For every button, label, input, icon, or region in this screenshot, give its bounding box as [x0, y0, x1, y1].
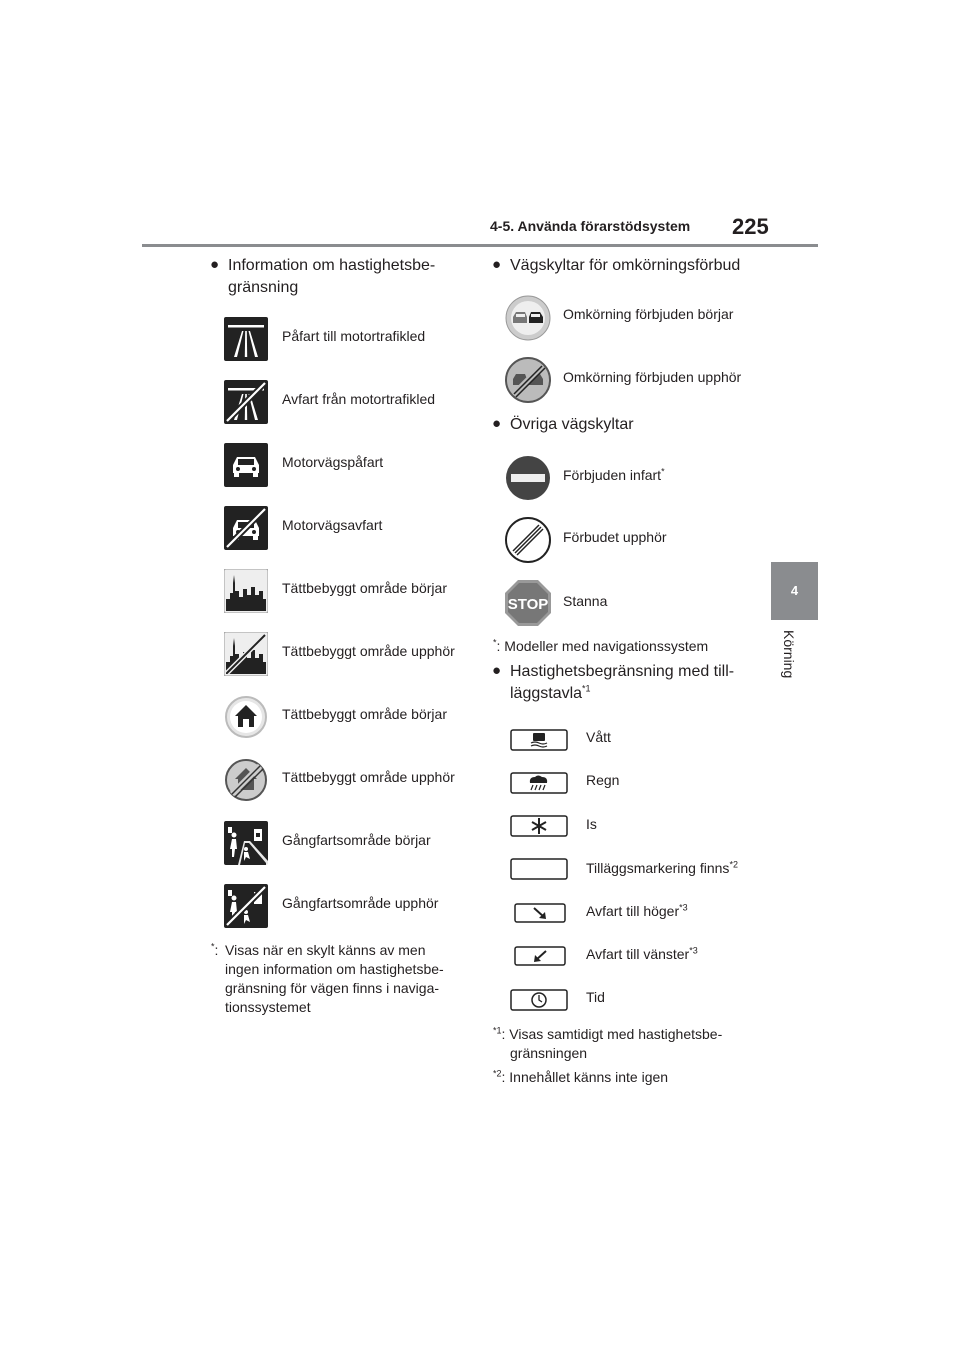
chapter-tab: 4	[771, 562, 818, 620]
sign-label: Stanna	[563, 593, 608, 609]
chapter-label: Körning	[781, 630, 797, 679]
footnote-2: $^{*2}$: Innehållet känns inte igen	[493, 1068, 669, 1085]
sign-label: Regn	[586, 772, 620, 788]
pedestrian-zone-start-icon	[224, 821, 268, 865]
svg-text:STOP: STOP	[507, 596, 549, 613]
city-start-icon	[224, 569, 268, 613]
sign-label: Tilläggsmarkering finns$^{*2}$	[586, 859, 738, 876]
left-footnote: Visas när en skylt känns av men ingen information om hastighetsbe- gränsning för vägen finns i naviga- tionssystemet	[225, 942, 444, 1015]
pedestrian-zone-end-icon	[224, 884, 268, 928]
speed-info-heading: ● Information om hastighetsbe- gränsning	[210, 256, 436, 296]
built-up-house-end-icon	[224, 758, 268, 802]
page-number: 225	[732, 214, 769, 239]
motorway-start-icon	[224, 317, 268, 361]
other-signs-heading: ● Övriga vägskyltar	[492, 415, 634, 433]
sign-label: Tättbebyggt område upphör	[282, 769, 455, 785]
no-entry-icon	[505, 455, 551, 501]
wet-road-icon	[510, 729, 568, 751]
section-title: 4-5. Använda förarstödsystem	[490, 218, 691, 234]
sign-label: Is	[586, 816, 597, 832]
rain-icon	[510, 772, 568, 794]
sign-label: Tid	[586, 989, 605, 1005]
clock-icon	[510, 989, 568, 1011]
sign-label: Tättbebyggt område upphör	[282, 643, 455, 659]
sign-label: Motorvägspåfart	[282, 454, 384, 470]
sign-label: Förbjuden infart*	[563, 466, 665, 483]
sign-label: Avfart till vänster$^{*3}$	[586, 945, 698, 962]
footnote-1: $^{*1}$: Visas samtidigt med hastighetsbe- gränsningen	[493, 1025, 723, 1061]
sign-label: Avfart till höger$^{*3}$	[586, 902, 688, 919]
sign-label: Förbudet upphör	[563, 529, 667, 545]
footnote-mark: *:	[211, 941, 219, 958]
end-of-restriction-icon	[505, 517, 551, 563]
expressway-end-icon	[224, 506, 268, 550]
sign-label: Motorvägsavfart	[282, 517, 383, 533]
ice-icon	[510, 815, 568, 837]
bullet-icon: ●	[492, 662, 502, 679]
exit-right-icon	[514, 903, 566, 923]
sign-label: Påfart till motortrafikled	[282, 328, 426, 344]
built-up-house-start-icon	[224, 695, 268, 739]
no-overtaking-end-icon	[505, 357, 551, 403]
sign-label: Gångfartsområde upphör	[282, 895, 439, 911]
blank-plate-icon	[510, 858, 568, 880]
sign-label: Avfart från motortrafikled	[282, 391, 436, 407]
sign-label: Omkörning förbjuden upphör	[563, 369, 742, 385]
bullet-icon: ●	[492, 415, 502, 432]
bullet-icon: ●	[492, 256, 502, 273]
expressway-start-icon	[224, 443, 268, 487]
stop-sign-icon	[504, 579, 552, 627]
exit-left-icon	[514, 946, 566, 966]
navigation-footnote: *: Modeller med navigationssystem	[493, 637, 709, 654]
sign-label: Gångfartsområde börjar	[282, 832, 431, 848]
supplementary-plate-heading: ● Hastighetsbegränsning med till- läggstavla$^{*1}$	[492, 662, 735, 702]
no-overtaking-icon	[505, 295, 551, 341]
city-end-icon	[224, 632, 268, 676]
sign-label: Tättbebyggt område börjar	[282, 706, 447, 722]
header-divider	[142, 244, 818, 247]
no-overtaking-heading: ● Vägskyltar för omkörningsförbud	[492, 256, 741, 274]
sign-label: Tättbebyggt område börjar	[282, 580, 447, 596]
motorway-end-icon	[224, 380, 268, 424]
sign-label: Omkörning förbjuden börjar	[563, 306, 734, 322]
bullet-icon: ●	[210, 256, 220, 273]
sign-label: Vått	[586, 729, 611, 745]
